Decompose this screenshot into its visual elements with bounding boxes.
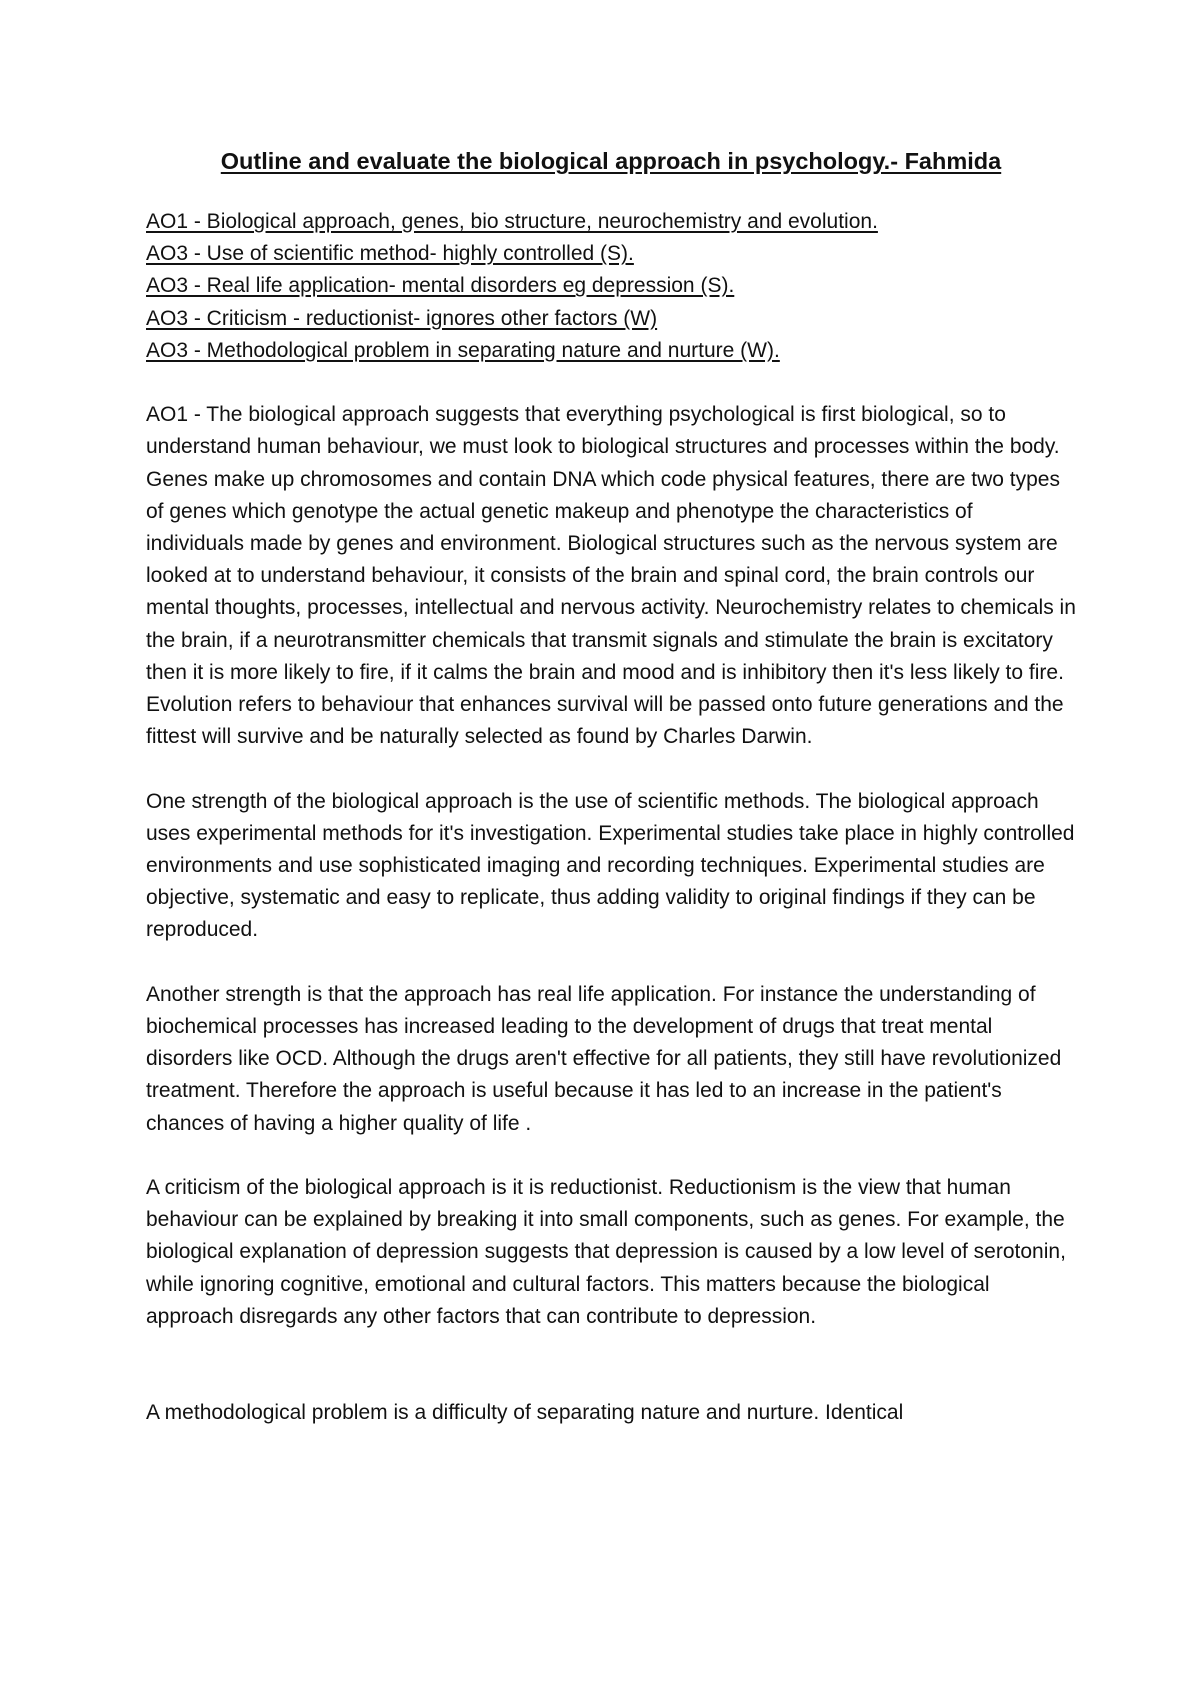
outline-item-scientific-method: AO3 - Use of scientific method- highly controlled (S).: [146, 242, 634, 266]
document-title: Outline and evaluate the biological approach in psychology.- Fahmida: [220, 148, 1002, 174]
document-page: [146, 146, 1076, 1430]
paragraph-strength-application: Another strength is that the approach has real life application. For instance the understanding of biochemical processes has increased leading to the development of drugs that treat mental disorders like OCD. Although the drugs aren't effective for all patients, they still have revolutionized treatment. Therefore the approach is useful because it has led to an increase in the patient's chances of having a higher quality of life .: [146, 982, 1062, 1135]
outline-item-nature-nurture: AO3 - Methodological problem in separating nature and nurture (W).: [146, 338, 780, 362]
paragraph-methodological-problem: A methodological problem is a difficulty of separating nature and nurture. Identical: [146, 1401, 904, 1425]
paragraph-ao1-description: AO1 - The biological approach suggests that everything psychological is first biological, so to understand human behaviour, we must look to biological structures and processes within the body. Genes make up chromosomes and contain DNA which code physical features, there are two types of genes which genotype the actual genetic makeup and phenotype the characteristics of individuals made by genes and environment. Biological structures such as the nervous system are looked at to understand behaviour, it consists of the brain and spinal cord, the brain controls our mental thoughts, processes, intellectual and nervous activity. Neurochemistry relates to chemicals in the brain, if a neurotransmitter chemicals that transmit signals and stimulate the brain is excitatory then it is more likely to fire, if it calms the brain and mood and is inhibitory then it's less likely to fire. Evolution refers to behaviour that enhances survival will be passed onto future generations and the fittest will survive and be naturally selected as found by Charles Darwin.: [146, 403, 1076, 749]
outline-item-reductionism: AO3 - Criticism - reductionist- ignores other factors (W): [146, 306, 658, 330]
essay-outline: [146, 206, 1076, 367]
outline-item-ao1: AO1 - Biological approach, genes, bio structure, neurochemistry and evolution.: [146, 210, 878, 233]
outline-item-real-life-application: AO3 - Real life application- mental disorders eg depression (S).: [146, 274, 735, 298]
paragraph-strength-scientific: One strength of the biological approach is the use of scientific methods. The biological approach uses experimental methods for it's investigation. Experimental studies take place in highly controlled environments and use sophisticated imaging and recording techniques. Experimental studies are objective, systematic and easy to replicate, thus adding validity to original findings if they can be reproduced.: [146, 789, 1075, 942]
paragraph-criticism-reductionist: A criticism of the biological approach is it is reductionist. Reductionism is the view that human behaviour can be explained by breaking it into small components, such as genes. For example, the biological explanation of depression suggests that depression is caused by a low level of serotonin, while ignoring cognitive, emotional and cultural factors. This matters because the biological approach disregards any other factors that can contribute to depression.: [146, 1176, 1066, 1328]
